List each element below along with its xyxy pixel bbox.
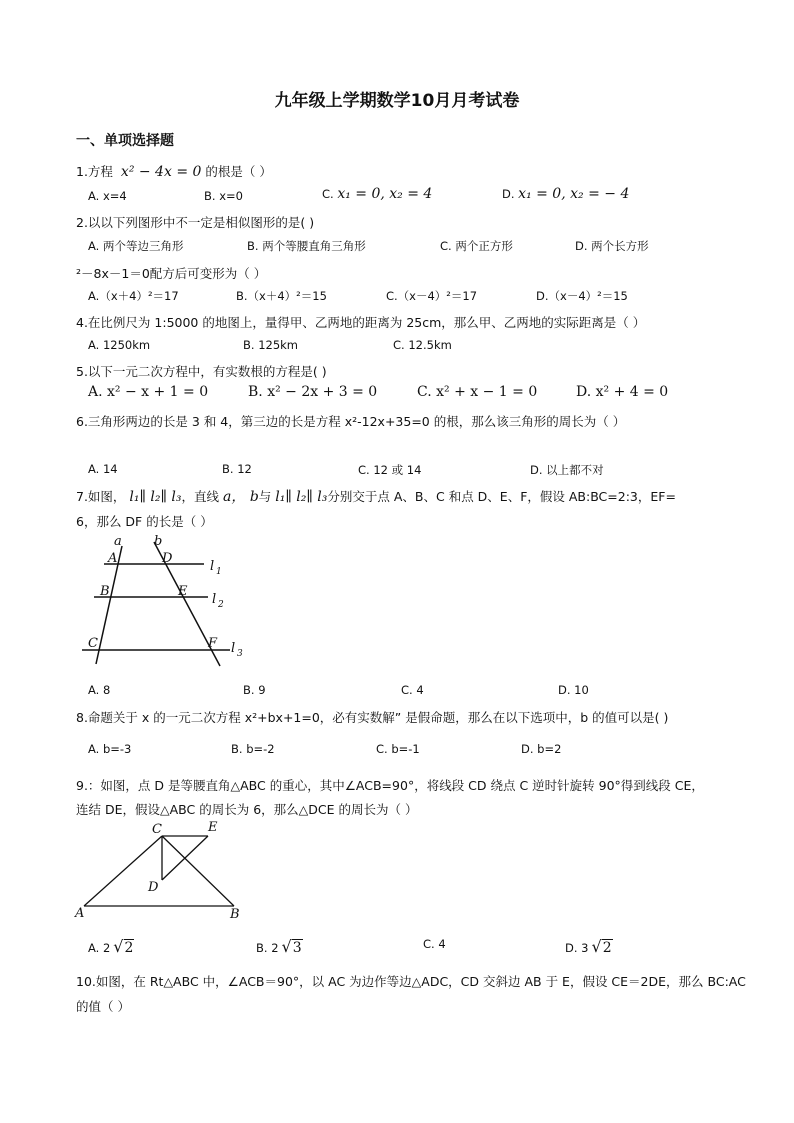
label-point-e: E — [208, 820, 218, 835]
q1-option-d-math: x₁ = 0, x₂ = − 4 — [518, 186, 630, 202]
label-l3-sub: 3 — [237, 649, 243, 659]
q7-line1-mid2: 与 — [258, 489, 272, 504]
label-point-f: F — [208, 636, 218, 651]
radical-sign-icon: √ — [281, 937, 292, 956]
q4-option-b[interactable]: B. 125km — [243, 338, 299, 352]
q9-figure-triangle — [72, 818, 248, 922]
q8-option-b[interactable]: B. b=-2 — [231, 742, 275, 756]
q3-option-c[interactable]: C.（x－4）²＝17 — [386, 289, 478, 303]
q7-line1-post: 分别交于点 A、B、C 和点 D、E、F，假设 AB:BC=2:3，EF= — [327, 489, 676, 504]
q9-option-b[interactable] — [256, 937, 303, 956]
q3-option-a[interactable]: A.（x＋4）²＝17 — [88, 289, 179, 303]
q5-option-b[interactable]: B. x² − 2x + 3 = 0 — [248, 384, 378, 400]
label-l3: l — [231, 641, 236, 656]
radical-sign-icon: √ — [591, 937, 602, 956]
question-1-stem — [76, 162, 272, 180]
q7-option-d[interactable]: D. 10 — [558, 683, 589, 697]
segment-ac — [84, 836, 162, 906]
question-4-stem: 4.在比例尺为 1:5000 的地图上，量得甲、乙两地的距离为 25cm，那么甲、乙两地的实际距离是（ ） — [76, 315, 646, 330]
label-point-e: E — [178, 584, 188, 599]
q4-option-c[interactable]: C. 12.5km — [393, 338, 452, 352]
label-l1-sub: 1 — [216, 567, 222, 577]
segment-cb — [162, 836, 234, 906]
q7-parallel-lines-2: l₁∥ l₂∥ l₃ — [275, 489, 328, 505]
q1-stem-post: 的根是（ ） — [205, 164, 272, 179]
q5-option-d[interactable]: D. x² + 4 = 0 — [576, 384, 669, 400]
q1-option-a[interactable]: A. x=4 — [88, 189, 127, 203]
section-heading: 一、单项选择题 — [76, 133, 174, 149]
q9-option-b-radicand: 3 — [292, 940, 302, 956]
q9-option-c[interactable]: C. 4 — [423, 937, 446, 951]
q2-option-c[interactable]: C. 两个正方形 — [440, 239, 513, 253]
q4-option-a[interactable]: A. 1250km — [88, 338, 151, 352]
q6-option-a[interactable]: A. 14 — [88, 462, 118, 476]
q3-option-b[interactable]: B.（x＋4）²＝15 — [236, 289, 327, 303]
q8-option-a[interactable]: A. b=-3 — [88, 742, 132, 756]
q5-option-c[interactable]: C. x² + x − 1 = 0 — [417, 384, 538, 400]
label-l1: l — [210, 559, 215, 574]
q1-equation: x² − 4x = 0 — [120, 164, 202, 180]
q8-option-c[interactable]: C. b=-1 — [376, 742, 420, 756]
q2-option-b[interactable]: B. 两个等腰直角三角形 — [247, 239, 366, 253]
label-a: a — [114, 534, 122, 549]
question-3-stem: ²－8x－1＝0配方后可变形为（ ） — [76, 266, 267, 281]
q6-option-b[interactable]: B. 12 — [222, 462, 252, 476]
radical-sign-icon: √ — [113, 937, 124, 956]
q9-option-a[interactable] — [88, 937, 134, 956]
question-6-stem: 6.三角形两边的长是 3 和 4，第三边的长是方程 x²-12x+35=0 的根，那么该三角形的周长为（ ） — [76, 414, 626, 429]
q9-option-d[interactable] — [565, 937, 613, 956]
q9-option-d-radicand: 2 — [602, 940, 612, 956]
q9-option-a-label: A. 2 — [88, 941, 111, 955]
question-9-line1: 9.：如图，点 D 是等腰直角△ABC 的重心，其中∠ACB=90°，将线段 CD 绕点 C 逆时针旋转 90°得到线段 CE， — [76, 778, 704, 793]
q1-option-d-label: D. — [502, 187, 515, 201]
q7-line1-mid: ，直线 — [181, 489, 220, 504]
label-point-c: C — [88, 636, 98, 651]
q8-option-d[interactable]: D. b=2 — [521, 742, 562, 756]
q1-stem-pre: 1.方程 — [76, 164, 113, 179]
page-title: 九年级上学期数学10月月考试卷 — [274, 91, 520, 111]
question-10-line2: 的值（ ） — [76, 999, 130, 1014]
q9-option-b-label: B. 2 — [256, 941, 279, 955]
label-point-d: D — [148, 880, 159, 895]
q1-option-d[interactable] — [502, 186, 629, 202]
q7-lines-ab: a， b — [223, 489, 259, 505]
label-point-b: B — [100, 584, 110, 599]
question-7-line2: 6，那么 DF 的长是（ ） — [76, 514, 213, 529]
q3-option-d[interactable]: D.（x－4）²＝15 — [536, 289, 628, 303]
q1-option-c-math: x₁ = 0, x₂ = 4 — [337, 186, 433, 202]
q2-option-a[interactable]: A. 两个等边三角形 — [88, 239, 184, 253]
q9-option-a-radicand: 2 — [124, 940, 134, 956]
q7-line1-pre: 7.如图， — [76, 489, 126, 504]
q2-option-d[interactable]: D. 两个长方形 — [575, 239, 649, 253]
q5-option-a[interactable]: A. x² − x + 1 = 0 — [88, 384, 209, 400]
q1-option-c-label: C. — [322, 187, 334, 201]
label-point-d: D — [162, 551, 173, 566]
q9-option-d-label: D. 3 — [565, 941, 589, 955]
q1-option-c[interactable] — [322, 186, 432, 202]
label-point-a: A — [108, 551, 118, 566]
q7-option-a[interactable]: A. 8 — [88, 683, 111, 697]
label-l2: l — [212, 592, 217, 607]
label-point-a: A — [75, 906, 85, 921]
question-8-stem: 8.命题关于 x 的一元二次方程 x²+bx+1=0，必有实数解” 是假命题，那么在以下选项中，b 的值可以是( ) — [76, 710, 669, 725]
q1-option-b[interactable]: B. x=0 — [204, 189, 243, 203]
label-b: b — [154, 534, 163, 549]
q7-parallel-lines: l₁∥ l₂∥ l₃ — [129, 489, 182, 505]
question-10-line1: 10.如图，在 Rt△ABC 中，∠ACB＝90°，以 AC 为边作等边△ADC，CD 交斜边 AB 于 E，假设 CE＝2DE，那么 BC:AC — [76, 974, 746, 989]
question-9-line2: 连结 DE，假设△ABC 的周长为 6，那么△DCE 的周长为（ ） — [76, 802, 418, 817]
q7-option-b[interactable]: B. 9 — [243, 683, 266, 697]
question-7-line1 — [76, 486, 676, 506]
q7-option-c[interactable]: C. 4 — [401, 683, 424, 697]
question-5-stem: 5.以下一元二次方程中，有实数根的方程是( ) — [76, 364, 327, 379]
label-l2-sub: 2 — [218, 600, 224, 610]
label-point-b: B — [230, 907, 240, 922]
q6-option-d[interactable]: D. 以上都不对 — [530, 463, 604, 477]
label-point-c: C — [152, 822, 162, 837]
q6-option-c[interactable]: C. 12 或 14 — [358, 463, 422, 477]
q7-figure-parallel-lines — [76, 534, 256, 670]
question-2-stem: 2.以以下列图形中不一定是相似图形的是( ) — [76, 215, 315, 230]
